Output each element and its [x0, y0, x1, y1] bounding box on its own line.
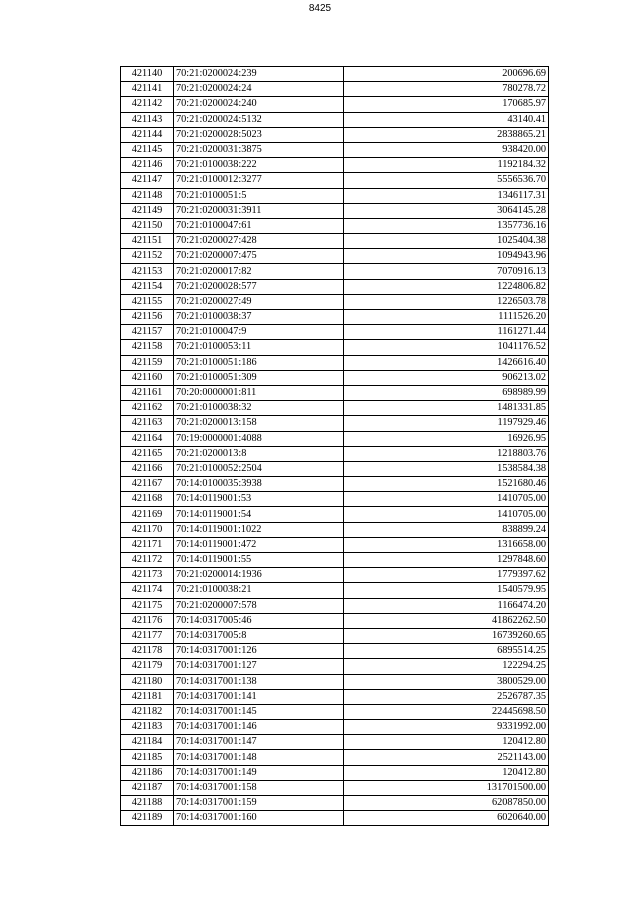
table-row	[121, 325, 549, 340]
cadastral-number-cell: 70:21:0200031:3875	[174, 142, 344, 157]
row-number-cell: 421142	[121, 97, 174, 112]
table-row	[121, 112, 549, 127]
row-number-cell: 421183	[121, 720, 174, 735]
value-cell: 43140.41	[344, 112, 549, 127]
row-number-cell: 421182	[121, 704, 174, 719]
row-number-cell: 421151	[121, 234, 174, 249]
value-cell: 120412.80	[344, 735, 549, 750]
row-number-cell: 421185	[121, 750, 174, 765]
row-number-cell: 421162	[121, 401, 174, 416]
value-cell: 1161271.44	[344, 325, 549, 340]
value-cell: 6020640.00	[344, 811, 549, 826]
table-row	[121, 720, 549, 735]
value-cell: 200696.69	[344, 67, 549, 82]
row-number-cell: 421148	[121, 188, 174, 203]
table-row	[121, 310, 549, 325]
table-row	[121, 385, 549, 400]
cadastral-number-cell: 70:21:0200028:5023	[174, 127, 344, 142]
value-cell: 1218803.76	[344, 446, 549, 461]
cadastral-number-cell: 70:21:0200024:239	[174, 67, 344, 82]
row-number-cell: 421156	[121, 310, 174, 325]
cadastral-number-cell: 70:14:0317005:8	[174, 628, 344, 643]
table-row	[121, 234, 549, 249]
cadastral-number-cell: 70:14:0119001:1022	[174, 522, 344, 537]
row-number-cell: 421168	[121, 492, 174, 507]
cadastral-number-cell: 70:21:0100051:186	[174, 355, 344, 370]
cadastral-number-cell: 70:14:0119001:55	[174, 553, 344, 568]
cadastral-number-cell: 70:21:0200007:475	[174, 249, 344, 264]
table-row	[121, 644, 549, 659]
table-row	[121, 218, 549, 233]
cadastral-number-cell: 70:14:0317001:159	[174, 796, 344, 811]
table-row	[121, 461, 549, 476]
table-row	[121, 553, 549, 568]
value-cell: 1346117.31	[344, 188, 549, 203]
cadastral-number-cell: 70:14:0317001:145	[174, 704, 344, 719]
row-number-cell: 421174	[121, 583, 174, 598]
row-number-cell: 421147	[121, 173, 174, 188]
value-cell: 1041176.52	[344, 340, 549, 355]
row-number-cell: 421171	[121, 537, 174, 552]
row-number-cell: 421169	[121, 507, 174, 522]
value-cell: 16926.95	[344, 431, 549, 446]
cadastral-number-cell: 70:21:0100052:2504	[174, 461, 344, 476]
table-row	[121, 765, 549, 780]
value-cell: 938420.00	[344, 142, 549, 157]
table-row	[121, 568, 549, 583]
row-number-cell: 421181	[121, 689, 174, 704]
value-cell: 1226503.78	[344, 294, 549, 309]
table-row	[121, 188, 549, 203]
table-row	[121, 796, 549, 811]
row-number-cell: 421160	[121, 370, 174, 385]
cadastral-number-cell: 70:14:0317001:160	[174, 811, 344, 826]
row-number-cell: 421157	[121, 325, 174, 340]
row-number-cell: 421155	[121, 294, 174, 309]
value-cell: 6895514.25	[344, 644, 549, 659]
table-row	[121, 249, 549, 264]
table-row	[121, 203, 549, 218]
value-cell: 698989.99	[344, 385, 549, 400]
cadastral-number-cell: 70:19:0000001:4088	[174, 431, 344, 446]
cadastral-number-cell: 70:14:0317001:147	[174, 735, 344, 750]
table-row	[121, 142, 549, 157]
value-cell: 9331992.00	[344, 720, 549, 735]
value-cell: 1094943.96	[344, 249, 549, 264]
cadastral-number-cell: 70:21:0200031:3911	[174, 203, 344, 218]
cadastral-value-table	[120, 66, 549, 826]
value-cell: 122294.25	[344, 659, 549, 674]
value-cell: 1410705.00	[344, 492, 549, 507]
row-number-cell: 421172	[121, 553, 174, 568]
cadastral-number-cell: 70:21:0100051:5	[174, 188, 344, 203]
page-number: 8425	[308, 3, 332, 14]
table-row	[121, 750, 549, 765]
cadastral-number-cell: 70:21:0100053:11	[174, 340, 344, 355]
table-row	[121, 522, 549, 537]
cadastral-number-cell: 70:21:0100051:309	[174, 370, 344, 385]
row-number-cell: 421161	[121, 385, 174, 400]
value-cell: 2521143.00	[344, 750, 549, 765]
row-number-cell: 421145	[121, 142, 174, 157]
value-cell: 7070916.13	[344, 264, 549, 279]
row-number-cell: 421163	[121, 416, 174, 431]
table-row	[121, 659, 549, 674]
cadastral-number-cell: 70:14:0317001:138	[174, 674, 344, 689]
row-number-cell: 421165	[121, 446, 174, 461]
cadastral-number-cell: 70:14:0317001:149	[174, 765, 344, 780]
table-row	[121, 355, 549, 370]
table-row	[121, 264, 549, 279]
value-cell: 1481331.85	[344, 401, 549, 416]
row-number-cell: 421175	[121, 598, 174, 613]
table-row	[121, 492, 549, 507]
row-number-cell: 421159	[121, 355, 174, 370]
table-row	[121, 158, 549, 173]
cadastral-number-cell: 70:21:0200007:578	[174, 598, 344, 613]
value-cell: 1224806.82	[344, 279, 549, 294]
table-row	[121, 477, 549, 492]
cadastral-number-cell: 70:21:0200024:240	[174, 97, 344, 112]
table-row	[121, 82, 549, 97]
cadastral-number-cell: 70:14:0119001:53	[174, 492, 344, 507]
value-cell: 5556536.70	[344, 173, 549, 188]
row-number-cell: 421164	[121, 431, 174, 446]
table-row	[121, 97, 549, 112]
row-number-cell: 421158	[121, 340, 174, 355]
row-number-cell: 421140	[121, 67, 174, 82]
value-cell: 120412.80	[344, 765, 549, 780]
table-row	[121, 811, 549, 826]
value-cell: 1316658.00	[344, 537, 549, 552]
row-number-cell: 421154	[121, 279, 174, 294]
value-cell: 1540579.95	[344, 583, 549, 598]
table-row	[121, 704, 549, 719]
table-row	[121, 416, 549, 431]
cadastral-number-cell: 70:14:0317001:146	[174, 720, 344, 735]
table-row	[121, 431, 549, 446]
cadastral-number-cell: 70:14:0317001:127	[174, 659, 344, 674]
value-cell: 3800529.00	[344, 674, 549, 689]
cadastral-number-cell: 70:21:0200027:49	[174, 294, 344, 309]
table-row	[121, 735, 549, 750]
value-cell: 16739260.65	[344, 628, 549, 643]
cadastral-number-cell: 70:21:0200014:1936	[174, 568, 344, 583]
value-cell: 906213.02	[344, 370, 549, 385]
row-number-cell: 421187	[121, 780, 174, 795]
table-row	[121, 674, 549, 689]
row-number-cell: 421177	[121, 628, 174, 643]
cadastral-number-cell: 70:21:0200028:577	[174, 279, 344, 294]
row-number-cell: 421152	[121, 249, 174, 264]
table-row	[121, 613, 549, 628]
row-number-cell: 421189	[121, 811, 174, 826]
value-cell: 2838865.21	[344, 127, 549, 142]
table-row	[121, 446, 549, 461]
row-number-cell: 421180	[121, 674, 174, 689]
cadastral-number-cell: 70:21:0100038:222	[174, 158, 344, 173]
table-body	[121, 67, 549, 826]
cadastral-number-cell: 70:14:0317001:148	[174, 750, 344, 765]
row-number-cell: 421170	[121, 522, 174, 537]
row-number-cell: 421184	[121, 735, 174, 750]
value-cell: 3064145.28	[344, 203, 549, 218]
table-row	[121, 370, 549, 385]
table-row	[121, 340, 549, 355]
value-cell: 131701500.00	[344, 780, 549, 795]
row-number-cell: 421176	[121, 613, 174, 628]
row-number-cell: 421186	[121, 765, 174, 780]
table-row	[121, 780, 549, 795]
value-cell: 62087850.00	[344, 796, 549, 811]
cadastral-number-cell: 70:14:0100035:3938	[174, 477, 344, 492]
value-cell: 1297848.60	[344, 553, 549, 568]
table-row	[121, 583, 549, 598]
value-cell: 1025404.38	[344, 234, 549, 249]
value-cell: 838899.24	[344, 522, 549, 537]
cadastral-number-cell: 70:14:0317001:126	[174, 644, 344, 659]
row-number-cell: 421153	[121, 264, 174, 279]
cadastral-number-cell: 70:14:0317001:158	[174, 780, 344, 795]
table-row	[121, 628, 549, 643]
value-cell: 1192184.32	[344, 158, 549, 173]
table-row	[121, 67, 549, 82]
value-cell: 1426616.40	[344, 355, 549, 370]
table-row	[121, 507, 549, 522]
value-cell: 2526787.35	[344, 689, 549, 704]
value-cell: 22445698.50	[344, 704, 549, 719]
cadastral-number-cell: 70:21:0200013:8	[174, 446, 344, 461]
row-number-cell: 421143	[121, 112, 174, 127]
table-row	[121, 294, 549, 309]
value-cell: 1410705.00	[344, 507, 549, 522]
table-row	[121, 127, 549, 142]
value-cell: 1357736.16	[344, 218, 549, 233]
value-cell: 1166474.20	[344, 598, 549, 613]
row-number-cell: 421150	[121, 218, 174, 233]
value-cell: 1779397.62	[344, 568, 549, 583]
row-number-cell: 421173	[121, 568, 174, 583]
cadastral-number-cell: 70:20:0000001:811	[174, 385, 344, 400]
row-number-cell: 421144	[121, 127, 174, 142]
row-number-cell: 421167	[121, 477, 174, 492]
table-row	[121, 401, 549, 416]
cadastral-number-cell: 70:21:0200013:158	[174, 416, 344, 431]
cadastral-number-cell: 70:21:0100038:21	[174, 583, 344, 598]
cadastral-number-cell: 70:14:0317005:46	[174, 613, 344, 628]
value-cell: 1111526.20	[344, 310, 549, 325]
table-row	[121, 279, 549, 294]
value-cell: 1197929.46	[344, 416, 549, 431]
value-cell: 780278.72	[344, 82, 549, 97]
row-number-cell: 421178	[121, 644, 174, 659]
row-number-cell: 421166	[121, 461, 174, 476]
table-row	[121, 537, 549, 552]
value-cell: 1538584.38	[344, 461, 549, 476]
cadastral-number-cell: 70:21:0200017:82	[174, 264, 344, 279]
value-cell: 170685.97	[344, 97, 549, 112]
cadastral-number-cell: 70:21:0100047:9	[174, 325, 344, 340]
value-cell: 41862262.50	[344, 613, 549, 628]
cadastral-number-cell: 70:21:0200024:5132	[174, 112, 344, 127]
cadastral-number-cell: 70:14:0119001:472	[174, 537, 344, 552]
cadastral-number-cell: 70:21:0100047:61	[174, 218, 344, 233]
table-row	[121, 173, 549, 188]
cadastral-number-cell: 70:14:0119001:54	[174, 507, 344, 522]
table-row	[121, 689, 549, 704]
cadastral-number-cell: 70:21:0100038:37	[174, 310, 344, 325]
row-number-cell: 421149	[121, 203, 174, 218]
cadastral-number-cell: 70:14:0317001:141	[174, 689, 344, 704]
cadastral-number-cell: 70:21:0200024:24	[174, 82, 344, 97]
cadastral-number-cell: 70:21:0100012:3277	[174, 173, 344, 188]
row-number-cell: 421179	[121, 659, 174, 674]
cadastral-number-cell: 70:21:0200027:428	[174, 234, 344, 249]
row-number-cell: 421141	[121, 82, 174, 97]
cadastral-number-cell: 70:21:0100038:32	[174, 401, 344, 416]
row-number-cell: 421146	[121, 158, 174, 173]
row-number-cell: 421188	[121, 796, 174, 811]
value-cell: 1521680.46	[344, 477, 549, 492]
table-row	[121, 598, 549, 613]
